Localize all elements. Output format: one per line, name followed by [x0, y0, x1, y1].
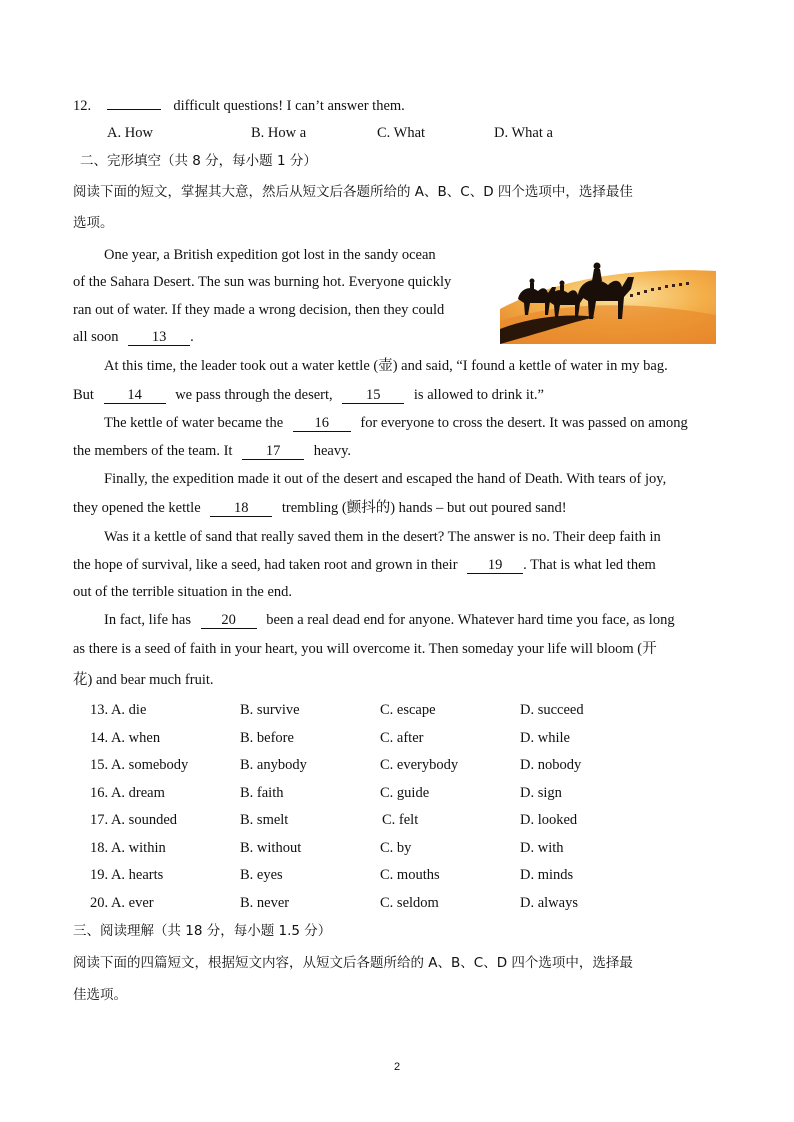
question-12 [73, 97, 405, 115]
q13-option-c[interactable]: C. escape [380, 702, 436, 718]
passage-p1-line2: of the Sahara Desert. The sun was burning hot. Everyone quickly [73, 274, 452, 290]
passage-p1-period: . [190, 329, 194, 345]
section3-instruction-line1: 阅读下面的四篇短文，根据短文内容，从短文后各题所给的 A、B、C、D 四个选项中，选择最 [73, 955, 633, 971]
q14-option-c[interactable]: C. after [380, 730, 424, 746]
q17-option-a[interactable]: 17. A. sounded [90, 812, 177, 828]
passage-p6-text-b: been a real dead end for anyone. Whatever hard time you face, as long [266, 612, 675, 628]
passage-p2-text-c: is allowed to drink it.” [413, 387, 544, 403]
passage-p6-text-a: In fact, life has [104, 612, 191, 628]
q19-option-c[interactable]: C. mouths [380, 867, 440, 883]
q13-option-b[interactable]: B. survive [240, 702, 300, 718]
passage-p3-line1 [104, 414, 688, 432]
q14-option-a[interactable]: 14. A. when [90, 730, 161, 746]
q16-option-c[interactable]: C. guide [380, 785, 430, 801]
section2-instruction-line1: 阅读下面的短文，掌握其大意，然后从短文后各题所给的 A、B、C、D 四个选项中，选择最佳 [73, 184, 633, 200]
q16-option-a[interactable]: 16. A. dream [90, 785, 165, 801]
q16-option-b[interactable]: B. faith [240, 785, 284, 801]
q17-option-b[interactable]: B. smelt [240, 812, 289, 828]
q15-option-a[interactable]: 15. A. somebody [90, 757, 189, 773]
blank-16[interactable]: 16 [293, 415, 351, 432]
q15-option-c[interactable]: C. everybody [380, 757, 459, 773]
passage-p6-line2: as there is a seed of faith in your heart, you will overcome it. Then someday your life will bloom (开 [73, 641, 657, 657]
passage-p6-line3: 花) and bear much fruit. [73, 672, 214, 688]
passage-p1-text: all soon [73, 329, 119, 345]
q20-option-b[interactable]: B. never [240, 895, 290, 911]
q18-option-d[interactable]: D. with [520, 840, 564, 856]
section2-instruction-line2: 选项。 [73, 215, 114, 231]
q12-stem: difficult questions! I can’t answer them. [173, 98, 405, 114]
desert-caravan-image [500, 237, 716, 344]
q15-option-b[interactable]: B. anybody [240, 757, 307, 773]
q12-option-a[interactable]: A. How [107, 125, 153, 141]
passage-p4-line1: Finally, the expedition made it out of the desert and escaped the hand of Death. With tears of joy, [104, 471, 667, 487]
page-number: 2 [393, 1061, 401, 1073]
passage-p5-text-a: the hope of survival, like a seed, had taken root and grown in their [73, 557, 458, 573]
passage-p3-text-d: heavy. [313, 443, 352, 459]
q18-option-c[interactable]: C. by [380, 840, 412, 856]
q12-number: 12. [73, 98, 92, 114]
q12-option-c[interactable]: C. What [377, 125, 426, 141]
passage-p5-line2 [73, 556, 656, 574]
q20-option-a[interactable]: 20. A. ever [90, 895, 154, 911]
passage-p4-line2 [73, 499, 567, 517]
passage-p1-line1: One year, a British expedition got lost in the sandy ocean [104, 247, 436, 263]
q19-option-b[interactable]: B. eyes [240, 867, 283, 883]
passage-p3-text-b: for everyone to cross the desert. It was passed on among [360, 415, 688, 431]
passage-p5-line3: out of the terrible situation in the end. [73, 584, 293, 600]
q14-option-d[interactable]: D. while [520, 730, 570, 746]
blank-17[interactable]: 17 [242, 443, 304, 460]
blank-18[interactable]: 18 [210, 500, 272, 517]
q15-option-d[interactable]: D. nobody [520, 757, 582, 773]
camel-caravan-illustration [500, 237, 716, 344]
passage-p1-line4 [73, 328, 194, 346]
passage-p3-text-c: the members of the team. It [73, 443, 233, 459]
q12-blank[interactable] [107, 109, 161, 110]
passage-p2-text-a: But [73, 387, 94, 403]
blank-14[interactable]: 14 [104, 387, 166, 404]
passage-p5-text-b: . That is what led them [523, 557, 656, 573]
blank-15[interactable]: 15 [342, 387, 404, 404]
q20-option-d[interactable]: D. always [520, 895, 578, 911]
q18-option-b[interactable]: B. without [240, 840, 302, 856]
q19-option-d[interactable]: D. minds [520, 867, 574, 883]
passage-p2-line2 [73, 386, 544, 404]
section2-title: 二、完形填空（共 8 分，每小题 1 分） [80, 153, 317, 169]
passage-p6-line1 [104, 611, 675, 629]
q12-option-d[interactable]: D. What a [494, 125, 553, 141]
passage-p1-line3: ran out of water. If they made a wrong decision, then they could [73, 302, 445, 318]
passage-p2-text-b: we pass through the desert, [175, 387, 333, 403]
q14-option-b[interactable]: B. before [240, 730, 294, 746]
q18-option-a[interactable]: 18. A. within [90, 840, 166, 856]
passage-p3-line2 [73, 442, 351, 460]
q19-option-a[interactable]: 19. A. hearts [90, 867, 164, 883]
q13-option-d[interactable]: D. succeed [520, 702, 584, 718]
blank-13[interactable]: 13 [128, 329, 190, 346]
passage-p3-text-a: The kettle of water became the [104, 415, 284, 431]
blank-20[interactable]: 20 [201, 612, 257, 629]
passage-p5-line1: Was it a kettle of sand that really saved them in the desert? The answer is no. Their deep faith in [104, 529, 661, 545]
section3-instruction-line2: 佳选项。 [73, 987, 127, 1003]
section3-title: 三、阅读理解（共 18 分，每小题 1.5 分） [73, 923, 332, 939]
passage-p4-text-b: trembling (颤抖的) hands – but out poured sand! [281, 500, 567, 516]
q13-option-a[interactable]: 13. A. die [90, 702, 147, 718]
q20-option-c[interactable]: C. seldom [380, 895, 439, 911]
passage-p2-line1: At this time, the leader took out a water kettle (壶) and said, “I found a kettle of water in my bag. [104, 358, 668, 374]
passage-p4-text-a: they opened the kettle [73, 500, 201, 516]
blank-19[interactable]: 19 [467, 557, 523, 574]
q16-option-d[interactable]: D. sign [520, 785, 562, 801]
q17-option-c[interactable]: C. felt [382, 812, 419, 828]
q12-option-b[interactable]: B. How a [251, 125, 307, 141]
q17-option-d[interactable]: D. looked [520, 812, 578, 828]
